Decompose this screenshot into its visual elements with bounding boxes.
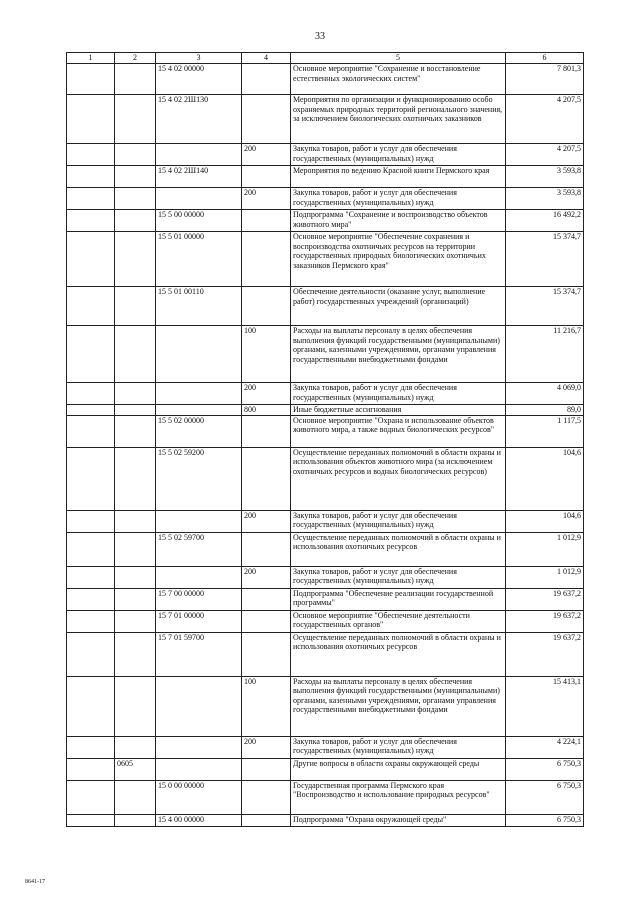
section-code-cell bbox=[115, 736, 156, 758]
table-row bbox=[67, 287, 584, 326]
amount-cell: 15 413,1 bbox=[506, 676, 584, 736]
expense-type-cell bbox=[242, 95, 291, 144]
item-name-cell: Обеспечение деятельности (оказание услуг, выполнение работ) государственных учреждений (организаций) bbox=[291, 287, 506, 326]
amount-cell: 1 012,9 bbox=[506, 566, 584, 588]
expense-type-cell: 200 bbox=[242, 510, 291, 532]
section-code-cell bbox=[115, 64, 156, 95]
table-row bbox=[67, 610, 584, 632]
table-row bbox=[67, 188, 584, 210]
cell-col-1 bbox=[67, 736, 115, 758]
section-code-cell bbox=[115, 383, 156, 405]
cell-col-1 bbox=[67, 144, 115, 166]
expense-type-cell bbox=[242, 588, 291, 610]
section-code-cell bbox=[115, 676, 156, 736]
section-code-cell bbox=[115, 415, 156, 447]
item-name-cell: Закупка товаров, работ и услуг для обеспечения государственных (муниципальных) нужд bbox=[291, 383, 506, 405]
amount-cell: 15 374,7 bbox=[506, 287, 584, 326]
target-article-code-cell bbox=[156, 405, 242, 416]
section-code-cell bbox=[115, 326, 156, 383]
amount-cell: 11 216,7 bbox=[506, 326, 584, 383]
expense-type-cell bbox=[242, 447, 291, 510]
header-col-2: 2 bbox=[115, 53, 156, 64]
amount-cell: 104,6 bbox=[506, 510, 584, 532]
item-name-cell: Иные бюджетные ассигнования bbox=[291, 405, 506, 416]
cell-col-1 bbox=[67, 632, 115, 676]
target-article-code-cell bbox=[156, 758, 242, 780]
item-name-cell: Основное мероприятие "Сохранение и восстановление естественных экологических систем" bbox=[291, 64, 506, 95]
table-row bbox=[67, 566, 584, 588]
amount-cell: 1 117,5 bbox=[506, 415, 584, 447]
expense-type-cell: 200 bbox=[242, 188, 291, 210]
table-row bbox=[67, 326, 584, 383]
expense-type-cell bbox=[242, 814, 291, 826]
table-body bbox=[67, 64, 584, 827]
header-col-5: 5 bbox=[291, 53, 506, 64]
expense-type-cell bbox=[242, 415, 291, 447]
amount-cell: 19 637,2 bbox=[506, 610, 584, 632]
item-name-cell: Другие вопросы в области охраны окружающей среды bbox=[291, 758, 506, 780]
expense-type-cell bbox=[242, 64, 291, 95]
expense-type-cell: 100 bbox=[242, 676, 291, 736]
target-article-code-cell: 15 7 00 00000 bbox=[156, 588, 242, 610]
item-name-cell: Закупка товаров, работ и услуг для обеспечения государственных (муниципальных) нужд bbox=[291, 188, 506, 210]
table-row bbox=[67, 447, 584, 510]
amount-cell: 6 750,3 bbox=[506, 758, 584, 780]
item-name-cell: Закупка товаров, работ и услуг для обеспечения государственных (муниципальных) нужд bbox=[291, 144, 506, 166]
amount-cell: 16 492,2 bbox=[506, 210, 584, 232]
item-name-cell: Основное мероприятие "Обеспечение сохранения и воспроизводства охотничьих ресурсов на территории государственных природных биологических охотничьих заказников Пермского края" bbox=[291, 232, 506, 287]
expense-type-cell bbox=[242, 632, 291, 676]
table-row bbox=[67, 588, 584, 610]
table-header-row bbox=[67, 53, 584, 64]
section-code-cell bbox=[115, 287, 156, 326]
expense-type-cell bbox=[242, 232, 291, 287]
amount-cell: 4 224,1 bbox=[506, 736, 584, 758]
section-code-cell bbox=[115, 188, 156, 210]
cell-col-1 bbox=[67, 188, 115, 210]
cell-col-1 bbox=[67, 610, 115, 632]
item-name-cell: Закупка товаров, работ и услуг для обеспечения государственных (муниципальных) нужд bbox=[291, 510, 506, 532]
section-code-cell bbox=[115, 588, 156, 610]
amount-cell: 15 374,7 bbox=[506, 232, 584, 287]
expense-type-cell bbox=[242, 780, 291, 814]
section-code-cell bbox=[115, 405, 156, 416]
item-name-cell: Расходы на выплаты персоналу в целях обеспечения выполнения функций государственными (муниципальными) органами, казенными учреждениями, органами управления государственными внебюджетными фондами bbox=[291, 326, 506, 383]
section-code-cell bbox=[115, 532, 156, 566]
section-code-cell bbox=[115, 814, 156, 826]
item-name-cell: Государственная программа Пермского края "Воспроизводство и использование природных ресурсов" bbox=[291, 780, 506, 814]
target-article-code-cell: 15 5 01 00110 bbox=[156, 287, 242, 326]
item-name-cell: Расходы на выплаты персоналу в целях обеспечения выполнения функций государственными (муниципальными) органами, казенными учреждениями, органами управления государственными внебюджетными фондами bbox=[291, 676, 506, 736]
target-article-code-cell bbox=[156, 144, 242, 166]
cell-col-1 bbox=[67, 210, 115, 232]
table-row bbox=[67, 736, 584, 758]
target-article-code-cell bbox=[156, 676, 242, 736]
amount-cell: 19 637,2 bbox=[506, 632, 584, 676]
table-row bbox=[67, 758, 584, 780]
table-row bbox=[67, 64, 584, 95]
target-article-code-cell: 15 7 01 59700 bbox=[156, 632, 242, 676]
target-article-code-cell bbox=[156, 736, 242, 758]
section-code-cell bbox=[115, 610, 156, 632]
amount-cell: 3 593,8 bbox=[506, 166, 584, 188]
item-name-cell: Подпрограмма "Охрана окружающей среды" bbox=[291, 814, 506, 826]
amount-cell: 1 012,9 bbox=[506, 532, 584, 566]
section-code-cell bbox=[115, 632, 156, 676]
expense-type-cell: 800 bbox=[242, 405, 291, 416]
amount-cell: 89,0 bbox=[506, 405, 584, 416]
cell-col-1 bbox=[67, 566, 115, 588]
section-code-cell bbox=[115, 566, 156, 588]
table-row bbox=[67, 405, 584, 416]
header-col-6: 6 bbox=[506, 53, 584, 64]
amount-cell: 6 750,3 bbox=[506, 780, 584, 814]
target-article-code-cell: 15 4 00 00000 bbox=[156, 814, 242, 826]
item-name-cell: Закупка товаров, работ и услуг для обеспечения государственных (муниципальных) нужд bbox=[291, 736, 506, 758]
cell-col-1 bbox=[67, 405, 115, 416]
amount-cell: 3 593,8 bbox=[506, 188, 584, 210]
header-col-3: 3 bbox=[156, 53, 242, 64]
section-code-cell bbox=[115, 144, 156, 166]
target-article-code-cell: 15 4 02 00000 bbox=[156, 64, 242, 95]
target-article-code-cell: 15 4 02 2Ш130 bbox=[156, 95, 242, 144]
section-code-cell bbox=[115, 166, 156, 188]
expense-type-cell bbox=[242, 532, 291, 566]
expense-type-cell bbox=[242, 758, 291, 780]
amount-cell: 4 069,0 bbox=[506, 383, 584, 405]
cell-col-1 bbox=[67, 287, 115, 326]
amount-cell: 6 750,3 bbox=[506, 814, 584, 826]
target-article-code-cell: 15 0 00 00000 bbox=[156, 780, 242, 814]
item-name-cell: Осуществление переданных полномочий в области охраны и использования объектов животного мира (за исключением охотничьих ресурсов и водных биологических ресурсов) bbox=[291, 447, 506, 510]
expense-type-cell: 100 bbox=[242, 326, 291, 383]
section-code-cell bbox=[115, 447, 156, 510]
expense-type-cell bbox=[242, 166, 291, 188]
cell-col-1 bbox=[67, 64, 115, 95]
item-name-cell: Подпрограмма "Обеспечение реализации государственной программы" bbox=[291, 588, 506, 610]
amount-cell: 4 207,5 bbox=[506, 144, 584, 166]
item-name-cell: Основное мероприятие "Охрана и использование объектов животного мира, а также водных биологических ресурсов" bbox=[291, 415, 506, 447]
expense-type-cell bbox=[242, 610, 291, 632]
item-name-cell: Основное мероприятие "Обеспечение деятельности государственных органов" bbox=[291, 610, 506, 632]
target-article-code-cell bbox=[156, 383, 242, 405]
target-article-code-cell: 15 4 02 2Ш140 bbox=[156, 166, 242, 188]
cell-col-1 bbox=[67, 415, 115, 447]
expense-type-cell bbox=[242, 210, 291, 232]
table-row bbox=[67, 510, 584, 532]
expense-type-cell: 200 bbox=[242, 736, 291, 758]
cell-col-1 bbox=[67, 588, 115, 610]
section-code-cell: 0605 bbox=[115, 758, 156, 780]
table-row bbox=[67, 780, 584, 814]
budget-table bbox=[66, 52, 584, 827]
table-row bbox=[67, 676, 584, 736]
item-name-cell: Закупка товаров, работ и услуг для обеспечения государственных (муниципальных) нужд bbox=[291, 566, 506, 588]
table-row bbox=[67, 95, 584, 144]
table-row bbox=[67, 232, 584, 287]
amount-cell: 19 637,2 bbox=[506, 588, 584, 610]
item-name-cell: Мероприятия по ведению Красной книги Пермского края bbox=[291, 166, 506, 188]
cell-col-1 bbox=[67, 814, 115, 826]
table-row bbox=[67, 814, 584, 826]
item-name-cell: Подпрограмма "Сохранение и воспроизводство объектов животного мира" bbox=[291, 210, 506, 232]
cell-col-1 bbox=[67, 326, 115, 383]
section-code-cell bbox=[115, 780, 156, 814]
expense-type-cell bbox=[242, 287, 291, 326]
expense-type-cell: 200 bbox=[242, 144, 291, 166]
target-article-code-cell: 15 5 02 59200 bbox=[156, 447, 242, 510]
cell-col-1 bbox=[67, 383, 115, 405]
table-row bbox=[67, 632, 584, 676]
page-number: 33 bbox=[315, 31, 325, 42]
expense-type-cell: 200 bbox=[242, 383, 291, 405]
cell-col-1 bbox=[67, 758, 115, 780]
target-article-code-cell: 15 7 01 00000 bbox=[156, 610, 242, 632]
cell-col-1 bbox=[67, 447, 115, 510]
target-article-code-cell: 15 5 00 00000 bbox=[156, 210, 242, 232]
section-code-cell bbox=[115, 510, 156, 532]
target-article-code-cell: 15 5 02 00000 bbox=[156, 415, 242, 447]
target-article-code-cell: 15 5 02 59700 bbox=[156, 532, 242, 566]
amount-cell: 104,6 bbox=[506, 447, 584, 510]
table-row bbox=[67, 210, 584, 232]
cell-col-1 bbox=[67, 510, 115, 532]
header-col-1: 1 bbox=[67, 53, 115, 64]
header-col-4: 4 bbox=[242, 53, 291, 64]
item-name-cell: Осуществление переданных полномочий в области охраны и использования охотничьих ресурсов bbox=[291, 532, 506, 566]
expense-type-cell: 200 bbox=[242, 566, 291, 588]
section-code-cell bbox=[115, 210, 156, 232]
amount-cell: 7 801,3 bbox=[506, 64, 584, 95]
table-row bbox=[67, 144, 584, 166]
section-code-cell bbox=[115, 232, 156, 287]
cell-col-1 bbox=[67, 166, 115, 188]
item-name-cell: Осуществление переданных полномочий в области охраны и использования охотничьих ресурсов bbox=[291, 632, 506, 676]
item-name-cell: Мероприятия по организации и функционированию особо охраняемых природных территорий регионального значения, за исключением биологических охотничьих заказников bbox=[291, 95, 506, 144]
cell-col-1 bbox=[67, 532, 115, 566]
cell-col-1 bbox=[67, 232, 115, 287]
footer-document-code: 8641-17 bbox=[25, 879, 45, 885]
target-article-code-cell: 15 5 01 00000 bbox=[156, 232, 242, 287]
target-article-code-cell bbox=[156, 188, 242, 210]
cell-col-1 bbox=[67, 780, 115, 814]
table-row bbox=[67, 383, 584, 405]
cell-col-1 bbox=[67, 676, 115, 736]
target-article-code-cell bbox=[156, 566, 242, 588]
section-code-cell bbox=[115, 95, 156, 144]
table-row bbox=[67, 532, 584, 566]
target-article-code-cell bbox=[156, 510, 242, 532]
target-article-code-cell bbox=[156, 326, 242, 383]
cell-col-1 bbox=[67, 95, 115, 144]
table-row bbox=[67, 415, 584, 447]
table-row bbox=[67, 166, 584, 188]
amount-cell: 4 207,5 bbox=[506, 95, 584, 144]
